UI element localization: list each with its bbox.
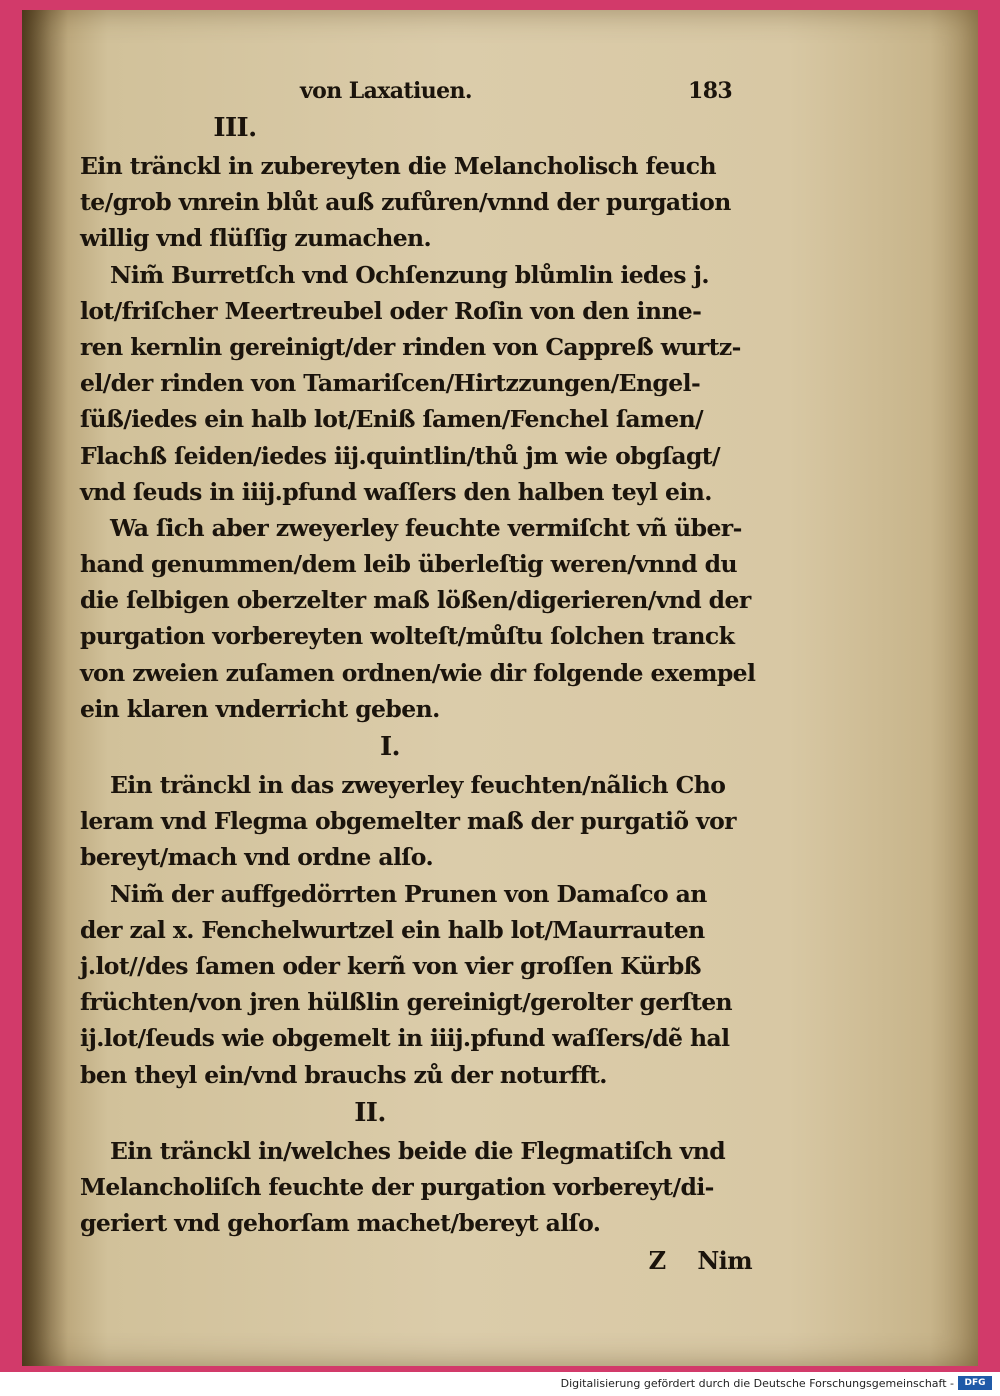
text-line: el/der rinden von Tamariſcen/Hirtzzungen/Engel- [80,369,701,398]
text-line: ſüß/iedes ein halb lot/Eniß ſamen/Fenchel ſamen/ [80,405,704,434]
text-line: Nim̃ der auffgedörrten Prunen von Damaſco an [110,879,707,908]
folio-number: 183 [688,78,733,104]
text-line: Ein tränckl in das zweyerley feuchten/nãlich Cho [110,771,726,799]
section-heading: I. [379,732,400,762]
section-heading: II. [354,1097,386,1128]
text-line: vnd ſeuds in iiij.pfund waſſers den halben teyl ein. [80,477,712,506]
text-line: ij.lot/ſeuds wie obgemelt in iiij.pfund waſſers/dẽ hal [80,1024,730,1053]
text-line: Wa ſich aber zweyerley feuchte vermiſcht vñ über- [110,513,742,542]
text-line: der zal x. Fenchelwurtzel ein halb lot/Maurrauten [80,915,705,944]
book-page [22,10,978,1366]
page-text [80,68,770,1281]
text-line: ren kernlin gereinigt/der rinden von Cappreß wurtz- [80,332,741,361]
catchword: Z Nim [648,1246,752,1276]
text-line: von zweien zuſamen ordnen/wie dir folgende exempel [80,658,756,687]
gutter-shadow [22,10,68,1366]
page-header [80,68,770,108]
text-line: die ſelbigen oberzelter maß lößen/digerieren/vnd der [80,586,751,615]
text-line: bereyt/mach vnd ordne alſo. [80,843,434,872]
text-line: ben theyl ein/vnd brauchs zů der noturfft. [80,1060,607,1089]
text-line: Ein tränckl in/welches beide die Flegmatiſch vnd [110,1136,726,1165]
digitization-footer [0,1372,1000,1396]
funding-credit: Digitalisierung gefördert durch die Deutsche Forschungsgemeinschaft - [560,1377,954,1390]
text-line: leram vnd Flegma obgemelter maß der purgatiõ vor [80,807,736,836]
text-line: te/grob vnrein blůt auß zufůren/vnnd der purgation [80,188,731,217]
running-head: von Laxatiuen. [300,78,472,104]
text-line: Nim̃ Burretſch vnd Ochſenzung blůmlin iedes j. [110,260,709,289]
text-line: ein klaren vnderricht geben. [80,694,440,723]
text-line: willig vnd flüſſig zumachen. [80,224,432,253]
text-line: Ein tränckl in zubereyten die Melancholisch feuch [80,152,716,180]
text-line: j.lot//des ſamen oder kerñ von vier groſſen Kürbß [80,951,701,980]
text-line: Flachß ſeiden/iedes iij.quintlin/thů jm wie obgſagt/ [80,441,721,470]
dfg-logo-icon: DFG [958,1376,992,1390]
section-heading: III. [213,113,257,143]
text-line: purgation vorbereyten wolteſt/můſtu ſolchen tranck [80,622,735,651]
text-line: Melancholiſch feuchte der purgation vorbereyt/di- [80,1172,714,1201]
text-line: lot/friſcher Meertreubel oder Roſin von den inne- [80,296,702,325]
text-line: früchten/von jren hülßlin gereinigt/gerolter gerſten [80,988,733,1017]
text-line: geriert vnd gehorſam machet/bereyt alſo. [80,1209,601,1238]
text-line: hand genummen/dem leib überleſtig weren/vnnd du [80,550,737,579]
